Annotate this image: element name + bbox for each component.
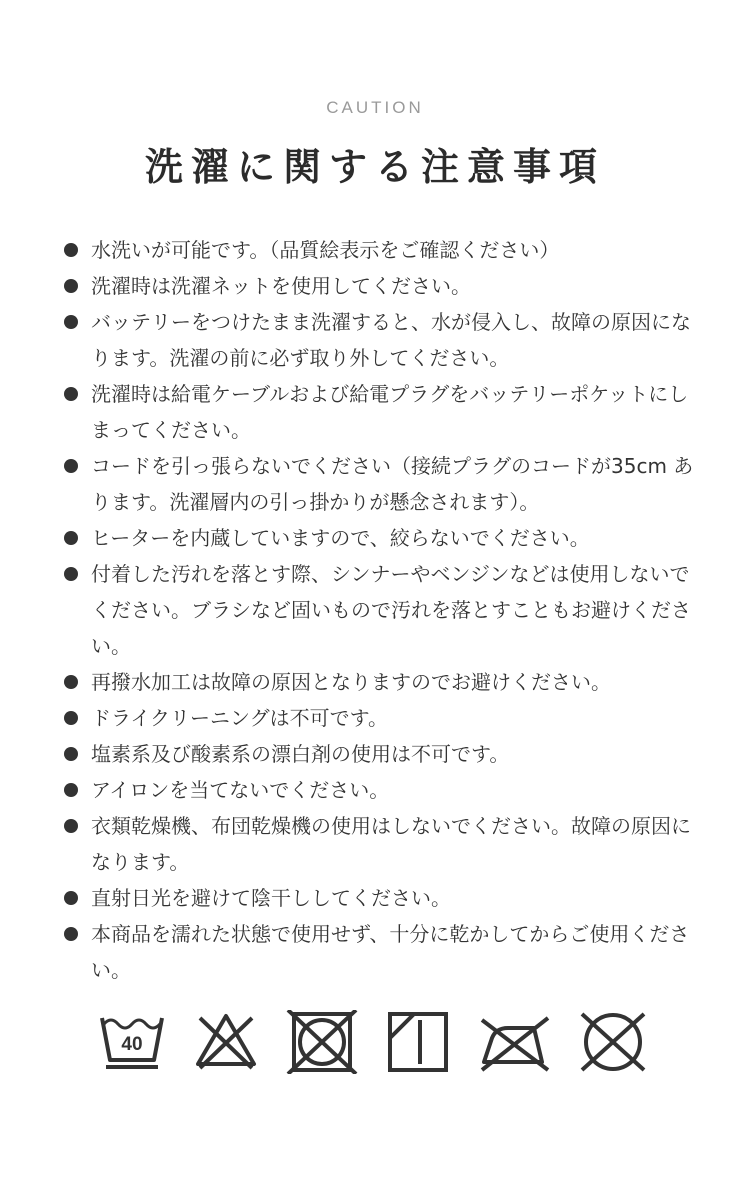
bullet-icon [64, 387, 78, 401]
note-text: 付着した汚れを落とす際、シンナーやベンジンなどは使用しないでください。ブラシなど固いもので汚れを落とすこともお避けください。 [91, 562, 691, 658]
list-item [64, 808, 694, 880]
no-tumble-dry-icon [286, 1010, 358, 1074]
bullet-icon [64, 279, 78, 293]
note-text: 洗濯時は洗濯ネットを使用してください。 [91, 274, 471, 298]
bullet-icon [64, 891, 78, 905]
bullet-icon [64, 459, 78, 473]
bullet-icon [64, 783, 78, 797]
bullet-icon [64, 531, 78, 545]
note-text: コードを引っ張らないでください（接続プラグのコードが35cm あります。洗濯層内の引っ掛かりが懸念されます）。 [91, 454, 694, 514]
care-symbols-row [98, 1010, 658, 1076]
note-text: 本商品を濡れた状態で使用せず、十分に乾かしてからご使用ください。 [91, 922, 690, 982]
line-dry-shade-icon [386, 1010, 450, 1074]
list-item [64, 664, 694, 700]
bullet-icon [64, 747, 78, 761]
list-item [64, 880, 694, 916]
list-item [64, 304, 694, 376]
no-iron-icon [478, 1010, 552, 1074]
list-item [64, 520, 694, 556]
note-text: アイロンを当てないでください。 [91, 778, 390, 802]
list-item [64, 232, 694, 268]
bullet-icon [64, 675, 78, 689]
note-text: 塩素系及び酸素系の漂白剤の使用は不可です。 [91, 742, 510, 766]
bullet-icon [64, 315, 78, 329]
note-text: 再撥水加工は故障の原因となりますのでお避けください。 [91, 670, 611, 694]
list-item [64, 772, 694, 808]
note-text: 衣類乾燥機、布団乾燥機の使用はしないでください。故障の原因になります。 [91, 814, 691, 874]
notes-list [64, 232, 694, 988]
page-title: 洗濯に関する注意事項 [144, 145, 605, 189]
list-item [64, 376, 694, 448]
bullet-icon [64, 243, 78, 257]
list-item [64, 448, 694, 520]
bullet-icon [64, 927, 78, 941]
bullet-icon [64, 819, 78, 833]
bullet-icon [64, 567, 78, 581]
no-dry-clean-icon [576, 1010, 650, 1074]
list-item [64, 268, 694, 304]
no-bleach-icon [192, 1010, 260, 1072]
note-text: 水洗いが可能です。（品質絵表示をご確認ください） [91, 238, 560, 262]
note-text: バッテリーをつけたまま洗濯すると、水が侵入し、故障の原因になります。洗濯の前に必ず取り外してください。 [91, 310, 691, 370]
list-item [64, 700, 694, 736]
list-item [64, 916, 694, 988]
wash-temperature: 40 [121, 1034, 143, 1055]
bullet-icon [64, 711, 78, 725]
list-item [64, 556, 694, 664]
list-item [64, 736, 694, 772]
note-text: ドライクリーニングは不可です。 [91, 706, 388, 730]
caution-label: CAUTION [326, 98, 424, 117]
note-text: 直射日光を避けて陰干ししてください。 [91, 886, 451, 910]
note-text: ヒーターを内蔵していますので、絞らないでください。 [91, 526, 590, 550]
note-text: 洗濯時は給電ケーブルおよび給電プラグをバッテリーポケットにしまってください。 [91, 382, 689, 442]
wash-40-icon [98, 1010, 166, 1072]
